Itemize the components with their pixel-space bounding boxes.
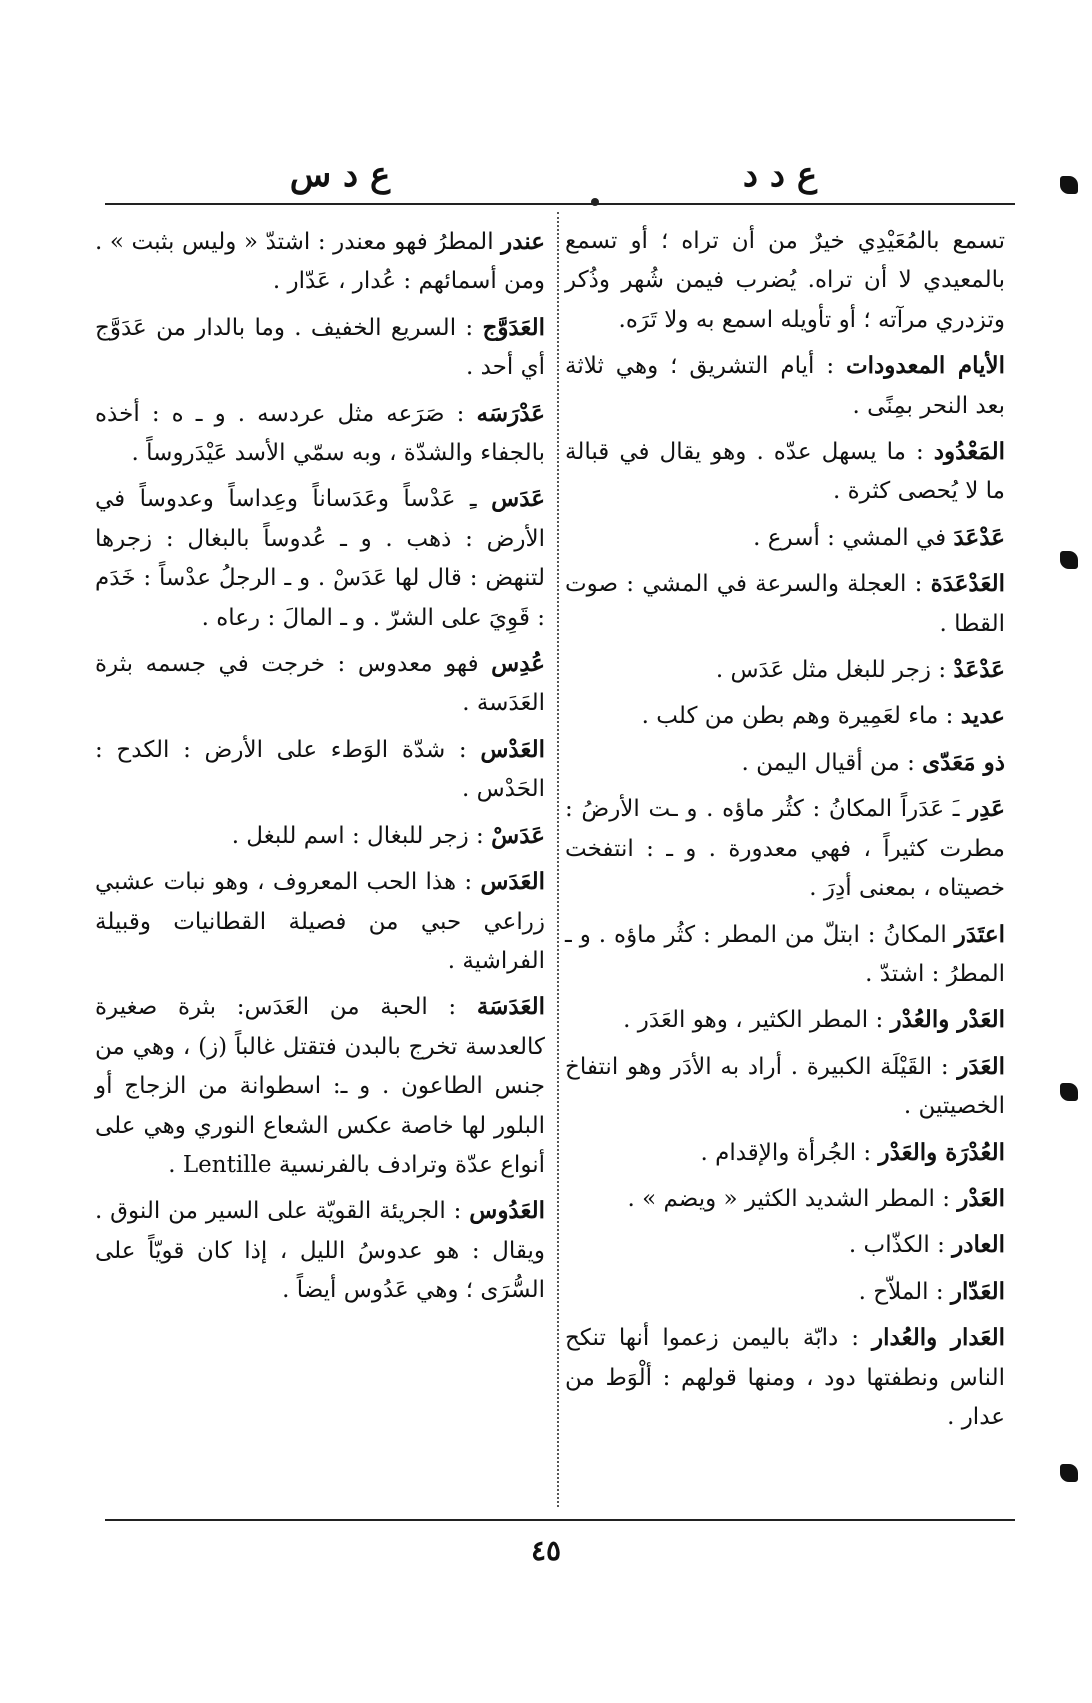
entry-definition: : المطر الشديد الكثير « ويضم » . [627,1185,958,1212]
entry-definition: ـِ عَدْساً وعَدَساناً وعِداساً وعدوساً في الأرض : ذهب . و ـ عُدوساً بالبغال : زجرها لتنهض : قال لها عَدَسْ . و ـ الرجلُ عدْساً : خَدَم : قَوِيَ على الشرّ . و ـ المالَ : رعاه . [95,486,545,631]
entry-headword: العَدَوَّج [482,313,545,341]
bottom-rule [105,1519,1015,1521]
entry-headword: العَدْعَدَة [930,570,1005,598]
entry-definition: : ما يسهل عدّه . وهو يقال في قبالة ما لا يُحصى كثرة . [565,439,1005,505]
entry-headword: الأيام المعدودات [845,352,1006,380]
entry-headword: العَدْر والعُدْر [890,1006,1005,1034]
left-column [95,222,545,1317]
entry-headword: العَدْس [480,735,545,763]
entry-definition: : الجُرأة والإقدام . [700,1139,879,1166]
entry-definition: : المطر الكثير ، وهو العَدَر . [623,1007,891,1034]
dictionary-entry [95,479,545,638]
entry-headword: العَدَر [957,1052,1005,1080]
entry-definition: : أيام التشريق ؛ وهي ثلاثة بعد النحر بمِنًى . [565,353,1005,419]
entry-definition: : العجلة والسرعة في المشي : صوت القطا . [565,571,1005,637]
dictionary-entry [95,394,545,474]
entry-definition: : القَيْلَة الكبيرة . أراد به الأدَر وهو انتفاخ الخصيتين . [565,1053,1005,1120]
dictionary-entry [565,564,1005,644]
margin-mark [1060,1464,1078,1482]
entry-headword: العَدُوس [469,1197,545,1225]
right-column [565,222,1005,1443]
dictionary-entry [95,730,545,810]
entry-headword: عندر [501,228,545,255]
entry-headword: العُدْرَة والعَدْر [878,1138,1005,1166]
dictionary-entry [565,1318,1005,1437]
entry-definition: فهو معدوس : خرجت في جسمه بثرة العَدَسة . [95,651,545,717]
top-rule [105,203,1015,205]
dictionary-entry [565,1225,1005,1265]
entry-headword: عديد [960,702,1005,730]
entry-headword: العادر [952,1231,1005,1259]
dictionary-entry [565,696,1005,736]
rule-center-dot [591,198,599,206]
dictionary-entry [565,222,1005,340]
column-divider [557,212,559,1507]
entry-definition: في المشي : أسرع . [753,524,954,551]
entry-definition: : الكذّاب . [848,1232,953,1259]
page-number: ٤٥ [530,1534,562,1567]
dictionary-entry [565,743,1005,783]
dictionary-entry [95,308,545,388]
margin-mark [1060,551,1078,569]
entry-headword: عَدِر [968,795,1005,823]
header-root-left: ع د س [289,155,391,195]
entry-headword: عَدَسْ [491,821,545,849]
dictionary-entry [565,518,1005,558]
entry-definition: : الجريئة القويّة على السير من النوق . ويقال : هو عدوسُ الليل ، إذا كان قويّاً على السُّرَى ؛ وهي عَدُوس أيضاً . [95,1198,545,1304]
entry-definition: : صَرَعه مثل عردسه . و ـ ه : أخذه بالجفاء والشدّة ، وبه سمّي الأسد عَيْدَروساً . [95,400,545,467]
margin-mark [1060,176,1078,194]
entry-headword: عَدْعَدْ [953,656,1005,684]
entry-definition: : ماء لعَمِيرة وهم بطن من كلب . [641,703,961,730]
dictionary-entry [565,1000,1005,1040]
dictionary-entry [95,1191,545,1310]
dictionary-entry [565,1133,1005,1173]
dictionary-entry [95,222,545,302]
dictionary-entry [565,1272,1005,1312]
entry-headword: اعتَدَر [954,920,1005,948]
dictionary-entry [565,789,1005,908]
entry-definition: : هذا الحب المعروف ، وهو نبات عشبي زراعي حبي من فصيلة القطانيات وقبيلة الفراشية . [95,869,545,974]
entry-headword: العَدْر [957,1184,1005,1212]
entry-definition: : دابّة باليمن زعموا أنها تنكح الناس ونطفتها دود ، ومنها قولهم : ألْوَط من عدار . [565,1325,1005,1430]
entry-headword: ذو مَعَدّى [922,748,1005,776]
entry-headword: المَعْدُود [933,438,1005,466]
entry-definition: : السريع الخفيف . وما بالدار من عَدَوَّج أي أحد . [95,314,545,381]
dictionary-entry [565,650,1005,690]
entry-headword: عَدْعَدَ [953,523,1005,551]
entry-definition: ـَ عَدَراً المكانُ : كثُر ماؤه . و ـت الأرضُ : مطرت كثيراً ، فهي معدورة . و ـ : انتفخت خصيتاه ، بمعنى أدِرَ . [565,796,1005,902]
entry-headword: العَدَس [480,868,545,896]
entry-definition: : زجر للبغال : اسم للبغل . [231,822,492,849]
entry-headword: العَدَسَة [476,993,545,1021]
entry-headword: عَدَس [491,485,545,513]
dictionary-entry [565,432,1005,512]
dictionary-entry [95,816,545,856]
entry-definition: : الملاّح . [858,1278,951,1305]
entry-headword: عَدْرَسَه [476,399,545,427]
entry-headword: العَدّار [950,1277,1005,1305]
dictionary-entry [95,862,545,981]
entry-definition: : الحبة من العَدَس: بثرة صغيرة كالعدسة تخرج بالبدن فتقتل غالباً (ز) ، وهي من جنس الطاعون . و ـ: اسطوانة من الزجاج أو البلور لها خاصة عكس الشعاع النوري وهي على أنواع عدّة وترادف بالفرنسية Lentille . [95,994,545,1178]
entry-definition: : من أقيال اليمن . [741,749,923,776]
header-root-right: ع د د [742,155,818,195]
entry-definition: المكانُ : ابتلّ من المطر : كثُر ماؤه . و ـ المطرُ : اشتدّ . [565,921,1005,987]
entry-definition: : شدّة الوَطء على الأرض : الكدح : الحَدْس . [95,736,545,803]
dictionary-entry [95,987,545,1185]
margin-mark [1060,1083,1078,1101]
entry-definition: المطرُ فهو معندر : اشتدّ « وليس بثبت » . ومن أسمائهم : عُدار ، عَدّار . [95,229,545,295]
entry-definition: تسمع بالمُعَيْدِي خيرٌ من أن تراه ؛ أو تسمع بالمعيدي لا أن تراه. يُضرب فيمن شُهر وذُكر وتزدري مرآته ؛ أو تأويله اسمع به ولا تَرَه. [565,228,1005,333]
dictionary-entry [565,915,1005,995]
dictionary-entry [95,644,545,724]
dictionary-entry [565,1047,1005,1127]
entry-headword: عُدِس [491,650,545,678]
entry-headword: العَدار والعُدار [872,1324,1005,1352]
entry-definition: : زجر للبغل مثل عَدَس . [715,657,954,684]
dictionary-entry [565,1179,1005,1219]
dictionary-entry [565,346,1005,426]
